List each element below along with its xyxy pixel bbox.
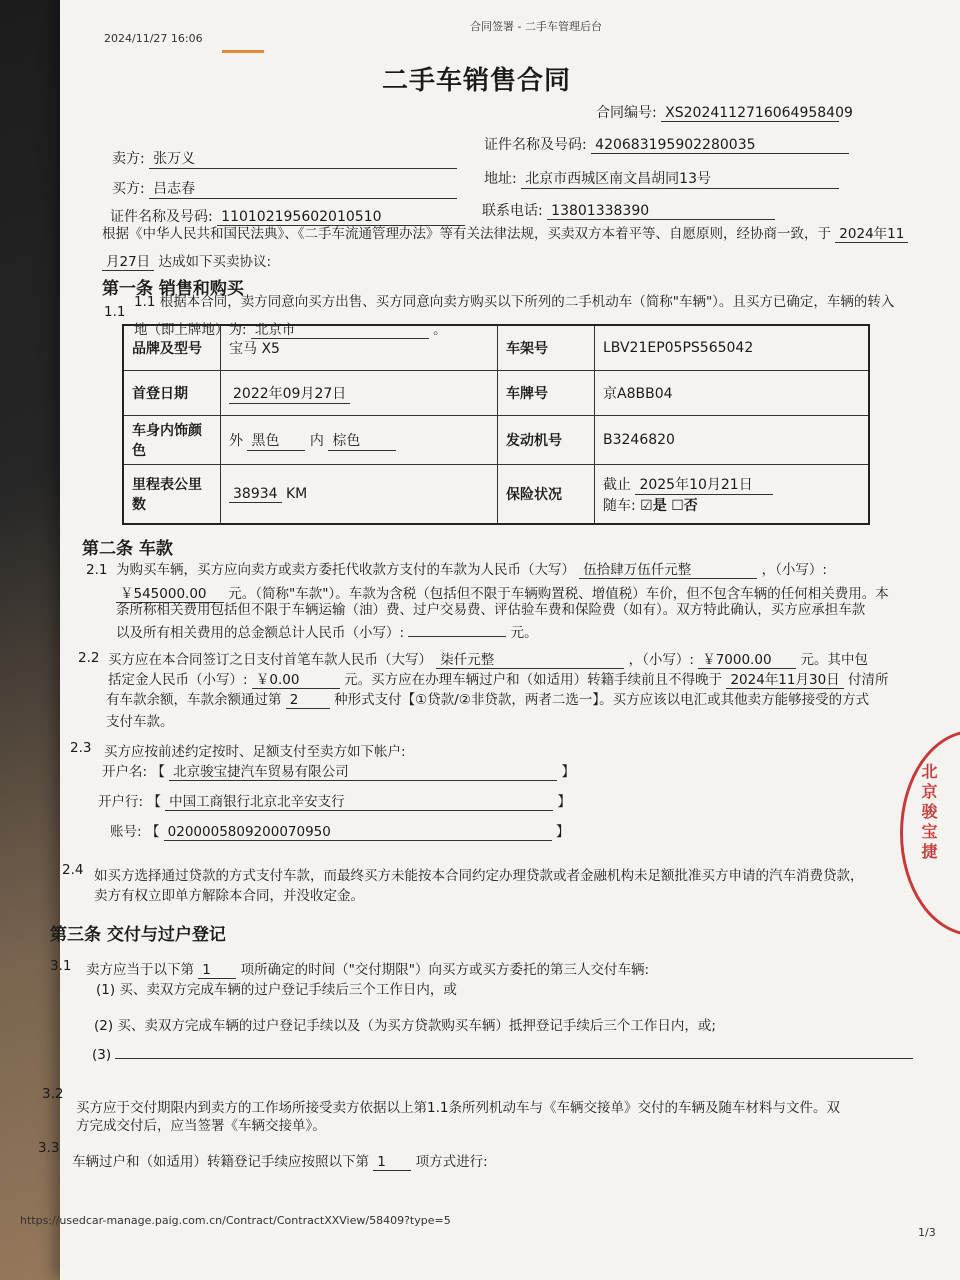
clause-3-3-text-a: 车辆过户和（如适用）转籍登记手续应按照以下第 <box>72 1154 369 1170</box>
mileage-unit: KM <box>286 485 308 502</box>
clause-2-2-text-a: 买方应在本合同签订之日支付首笔车款人民币（大写） <box>108 652 432 668</box>
account-number-row <box>110 820 569 841</box>
price-uppercase: 伍拾肆万伍仟元整 <box>579 558 757 579</box>
buyer-id-label: 证件名称及号码: <box>110 209 213 225</box>
clause-2-2-text-b: ，（小写）: <box>628 652 694 668</box>
clause-2-1-text-b: ，（小写）: <box>761 562 827 578</box>
brand-value: 宝马 X5 <box>221 325 498 371</box>
table-row <box>123 465 869 525</box>
payment-method: 2 <box>286 692 330 709</box>
clause-2-2-line-3 <box>106 688 869 709</box>
insurance-until: 2025年10月21日 <box>635 474 773 495</box>
contract-number-value: XS2024112716064958409 <box>661 105 839 122</box>
address-label: 地址: <box>484 171 517 187</box>
engine-label: 发动机号 <box>498 416 595 465</box>
clause-3-1-line <box>86 958 649 979</box>
article-3-title: 第三条 交付与过户登记 <box>50 925 226 945</box>
article-1-title: 第一条 销售和购买 <box>102 279 244 299</box>
insurance-until-line <box>603 474 860 495</box>
table-row <box>123 325 869 371</box>
mileage-label: 里程表公里数 <box>123 465 221 525</box>
clause-2-1-num: 2.1 <box>86 562 108 578</box>
clause-2-2-text-e: 元。买方应在办理车辆过户和（如适用）转籍手续前且不得晚于 <box>344 672 723 688</box>
intro-text-2: 达成如下买卖协议: <box>158 254 272 270</box>
reg-date-label: 首登日期 <box>123 371 221 416</box>
clause-2-1-text-c: 元。（简称"车款"）。车款为含税（包括但不限于车辆购置税、增值税）车价，但不包含车辆的任何相关费用。本 <box>228 586 889 602</box>
bracket-left: 【 <box>145 824 160 840</box>
delivery-option-1: (1) 买、卖双方完成车辆的过户登记手续后三个工作日内，或 <box>96 982 457 998</box>
buyer-id: 110102195602010510 <box>217 209 465 226</box>
bracket-right: 】 <box>557 794 571 810</box>
bracket-left: 【 <box>151 764 165 780</box>
sign-date-part2: 月27日 <box>102 250 154 271</box>
address-row <box>484 168 839 189</box>
clause-3-2-num: 3.2 <box>42 1086 64 1102</box>
insurance-until-label: 截止 <box>603 476 631 493</box>
intro-line-1 <box>102 222 908 243</box>
account-number: 0200005809200070950 <box>164 824 552 841</box>
delivery-option-2: (2) 买、卖双方完成车辆的过户登记手续以及（为买方贷款购买车辆）抵押登记手续后三个工作日内，或; <box>94 1018 716 1034</box>
clause-2-1-text-e: 以及所有相关费用的总金额总计人民币（小写）: <box>116 625 405 641</box>
clause-2-2-text-f: 付清所 <box>847 672 889 688</box>
mileage-value <box>221 465 498 525</box>
bank-row <box>98 790 571 811</box>
clause-2-2-num: 2.2 <box>78 650 100 666</box>
seller-id-label: 证件名称及号码: <box>484 137 587 153</box>
table-row <box>123 416 869 465</box>
delivery-option-3 <box>92 1042 913 1063</box>
clause-2-3-text: 买方应按前述约定按时、足额支付至卖方如下帐户: <box>104 744 406 760</box>
seller-label: 卖方: <box>112 151 145 167</box>
clause-2-1-line-1 <box>116 558 827 579</box>
clause-2-2-line-4: 支付车款。 <box>106 714 174 730</box>
brand-label: 品牌及型号 <box>123 325 221 371</box>
account-name-row <box>102 760 575 781</box>
delivery-option-3-label: (3) <box>92 1047 112 1063</box>
clause-2-1-line-3: 条所称相关费用包括但不限于车辆运输（油）费、过户交易费、评估验车费和保险费（如有）。双方特此确认，买方应承担车款 <box>116 602 866 618</box>
clause-3-1-num: 3.1 <box>50 958 72 974</box>
total-amount <box>408 620 506 637</box>
vin-label: 车架号 <box>498 325 595 371</box>
contract-number <box>596 102 853 122</box>
clause-2-3-num: 2.3 <box>70 740 92 756</box>
clause-3-1-text-a: 卖方应当于以下第 <box>86 962 194 978</box>
clause-2-1-text-a: 为购买车辆，买方应向卖方或卖方委托代收款方支付的车款为人民币（大写） <box>116 562 575 578</box>
seller-name: 张万义 <box>149 148 457 169</box>
deposit-amount: ￥0.00 <box>252 668 340 689</box>
down-payment-uppercase: 柒仟元整 <box>436 648 624 669</box>
page-url: https://usedcar-manage.paig.com.cn/Contract/ContractXXView/58409?type=5 <box>20 1214 451 1227</box>
mileage: 38934 <box>229 486 282 503</box>
bracket-right: 】 <box>561 764 575 780</box>
clause-2-1-line-4 <box>116 620 538 641</box>
seller-id-row <box>484 134 849 154</box>
page-number: 1/3 <box>918 1226 936 1239</box>
reg-date: 2022年09月27日 <box>229 383 350 404</box>
article-2-title: 第二条 车款 <box>82 539 173 559</box>
clause-2-2-text-h: 种形式支付【①贷款/②非贷款，两者二选一】。买方应该以电汇或其他卖方能够接受的方式 <box>334 692 870 708</box>
highlight-mark <box>222 50 264 53</box>
clause-2-4-line-1: 如买方选择通过贷款的方式支付车款，而最终买方未能按本合同约定办理贷款或者金融机构未足额批准买方申请的汽车消费贷款， <box>94 868 864 884</box>
checkbox-checked-icon[interactable]: ☑ <box>640 497 653 514</box>
window-title: 合同签署 - 二手车管理后台 <box>470 20 602 33</box>
intro-line-2 <box>102 250 271 271</box>
contract-number-label: 合同编号: <box>596 105 657 121</box>
exterior-label: 外 <box>229 432 243 449</box>
exterior-color: 黑色 <box>247 430 305 451</box>
vehicle-info-table <box>122 324 870 525</box>
vin-value: LBV21EP05PS565042 <box>595 325 870 371</box>
registration-city: 北京市 <box>251 318 429 339</box>
with-car-label: 随车: <box>603 497 636 514</box>
clause-2-2-text-g: 有车款余额，车款余额通过第 <box>106 692 282 708</box>
clause-3-3-line <box>72 1150 488 1171</box>
reg-date-value <box>221 371 498 416</box>
insurance-value <box>595 465 870 525</box>
clause-3-3-text-b: 项方式进行: <box>415 1154 488 1170</box>
clause-2-2-line-1 <box>108 648 868 669</box>
plate-value: 京A8BB04 <box>595 371 870 416</box>
payment-deadline: 2024年11月30日 <box>726 668 843 689</box>
interior-color: 棕色 <box>328 430 396 451</box>
buyer-phone: 13801338390 <box>547 203 775 220</box>
clause-1-1-line-1: 1.1 根据本合同，卖方同意向买方出售、买方同意向卖方购买以下所列的二手机动车（简称"车辆"）。且买方已确定，车辆的转入 <box>134 294 895 310</box>
color-value <box>221 416 498 465</box>
clause-3-3-num: 3.3 <box>38 1140 60 1156</box>
engine-value: B3246820 <box>595 416 870 465</box>
table-row <box>123 371 869 416</box>
clause-2-1-text-f: 元。 <box>510 625 538 641</box>
document-title: 二手车销售合同 <box>382 66 572 96</box>
down-payment-amount: ￥7000.00 <box>698 648 796 669</box>
seller-row <box>112 148 457 169</box>
intro-text: 根据《中华人民共和国民法典》、《二手车流通管理办法》等有关法律法规，买卖双方本着平等、自愿原则，经协商一致，于 <box>102 226 831 242</box>
checkbox-empty-icon[interactable]: ☐ <box>671 497 684 514</box>
delivery-option-3-blank <box>115 1042 913 1059</box>
bracket-left: 【 <box>147 794 161 810</box>
account-number-label: 账号: <box>110 824 142 840</box>
clause-end: 。 <box>433 322 447 338</box>
bank-label: 开户行: <box>98 794 144 810</box>
clause-2-2-text-c: 元。其中包 <box>800 652 868 668</box>
clause-3-2-line-2: 方完成交付后，应当签署《车辆交接单》。 <box>76 1118 326 1134</box>
print-timestamp: 2024/11/27 16:06 <box>104 32 203 45</box>
clause-2-4-line-2: 卖方有权立即单方解除本合同，并没收定金。 <box>94 888 364 904</box>
buyer-row <box>112 178 457 199</box>
price-amount: ￥545000.00 <box>116 582 224 603</box>
bracket-right: 】 <box>555 824 570 840</box>
clause-2-4-num: 2.4 <box>62 862 84 878</box>
clause-3-1-text-b: 项所确定的时间（"交付期限"）向买方或买方委托的第三人交付车辆: <box>240 962 650 978</box>
seller-id: 420683195902280035 <box>591 137 849 154</box>
account-name-label: 开户名: <box>102 764 148 780</box>
insurance-label: 保险状况 <box>498 465 595 525</box>
color-label: 车身内饰颜色 <box>123 416 221 465</box>
account-name: 北京骏宝捷汽车贸易有限公司 <box>169 760 557 781</box>
buyer-name: 吕志春 <box>149 178 457 199</box>
phone-row <box>482 200 775 220</box>
plate-label: 车牌号 <box>498 371 595 416</box>
clause-1-1-num: 1.1 <box>104 304 126 320</box>
buyer-label: 买方: <box>112 181 145 197</box>
buyer-address: 北京市西城区南文昌胡同13号 <box>521 168 839 189</box>
transfer-option: 1 <box>373 1154 411 1171</box>
clause-2-2-line-2 <box>108 668 888 689</box>
seal-text: 北京骏宝捷 <box>919 763 938 863</box>
option-no: 否 <box>683 497 698 514</box>
clause-3-2-line-1: 买方应于交付期限内到卖方的工作场所接受卖方依据以上第1.1条所列机动车与《车辆交接单》交付的车辆及随车材料与文件。双 <box>76 1100 840 1116</box>
bank-name: 中国工商银行北京北辛安支行 <box>165 790 553 811</box>
clause-2-2-text-d: 括定金人民币（小写）: <box>108 672 248 688</box>
delivery-option: 1 <box>198 962 236 979</box>
sign-date-part1: 2024年11 <box>835 222 908 243</box>
option-yes: 是 <box>652 497 667 514</box>
interior-label: 内 <box>309 432 324 449</box>
insurance-with-car-line <box>603 495 860 515</box>
clause-1-1-text: 地（即上牌地）为: <box>134 322 247 338</box>
phone-label: 联系电话: <box>482 203 543 219</box>
